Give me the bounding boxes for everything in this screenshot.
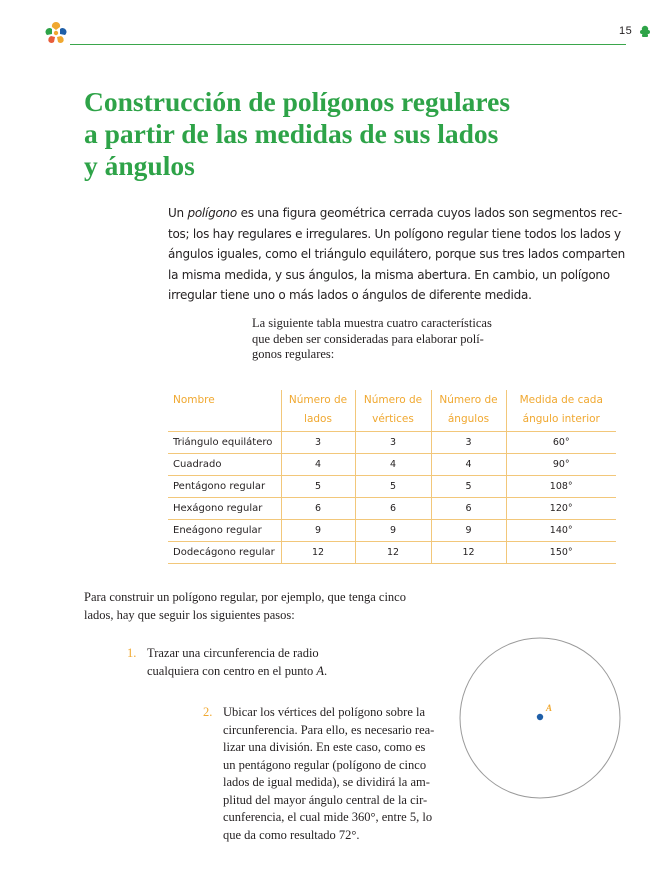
steps-intro-line: lados, hay que seguir los siguientes pasos: (84, 608, 295, 622)
header-line: ángulos (447, 413, 490, 425)
angles-cell: 9 (431, 520, 506, 542)
polygon-name-cell: Eneágono regular (168, 520, 281, 542)
table-row (168, 498, 616, 520)
step-number: 1. (127, 646, 137, 660)
intro-line: irregular tiene uno o más lados o ángulos de diferente medida. (168, 288, 532, 303)
step-line (147, 663, 327, 681)
sides-cell: 9 (281, 520, 355, 542)
header-interior-angle (506, 390, 616, 432)
polygon-name-cell: Triángulo equilátero (168, 432, 281, 454)
sides-cell: 6 (281, 498, 355, 520)
vertices-cell: 12 (355, 542, 431, 564)
page-number: 15 (619, 25, 633, 37)
angles-cell: 4 (431, 454, 506, 476)
header-line: lados (304, 413, 332, 425)
header-line: Número de (439, 394, 498, 406)
sides-cell: 12 (281, 542, 355, 564)
sides-cell: 5 (281, 476, 355, 498)
header-line: vértices (372, 413, 414, 425)
polygon-characteristics-table (168, 390, 616, 564)
header-angles (431, 390, 506, 432)
angles-cell: 5 (431, 476, 506, 498)
step-text-part: cualquiera con centro en el punto (147, 663, 317, 678)
steps-intro (84, 588, 434, 624)
step-line: Ubicar los vértices del polígono sobre la (223, 705, 426, 719)
step-line: que da como resultado 72°. (223, 827, 360, 842)
vertices-cell: 3 (355, 432, 431, 454)
table-intro (252, 316, 512, 363)
center-label: A (546, 703, 553, 713)
table-row (168, 542, 616, 564)
step-line: cunferencia, el cual mide 360°, entre 5, lo (223, 810, 433, 824)
polygon-name-cell: Dodecágono regular (168, 542, 281, 564)
title-line: a partir de las medidas de sus lados (84, 118, 499, 149)
table-row (168, 520, 616, 542)
step-line: circunferencia. Para ello, es necesario rea- (223, 722, 435, 737)
page-title (84, 86, 564, 182)
vertices-cell: 9 (355, 520, 431, 542)
geometric-flower-logo-icon (40, 18, 72, 53)
step-line: plitud del mayor ángulo central de la cir- (223, 792, 428, 807)
green-ornament-icon (638, 24, 652, 43)
header-rule (70, 44, 626, 45)
header-sides (281, 390, 355, 432)
step-line: Trazar una circunferencia de radio (147, 646, 319, 660)
step-text (147, 645, 327, 680)
intro-paragraph (168, 203, 626, 306)
interior-angle-cell: 90° (506, 454, 616, 476)
interior-angle-cell: 120° (506, 498, 616, 520)
step-line: lados de igual medida), se dividirá la am- (223, 775, 430, 789)
step-number: 2. (203, 705, 213, 719)
sides-cell: 4 (281, 454, 355, 476)
intro-text: es una figura geométrica cerrada cuyos lados son segmentos rec- (237, 206, 622, 220)
step-text-part: . (324, 663, 328, 678)
angles-cell: 3 (431, 432, 506, 454)
interior-angle-cell: 108° (506, 476, 616, 498)
angles-cell: 6 (431, 498, 506, 520)
table-intro-line: gonos regulares: (252, 347, 335, 361)
steps-intro-line: Para construir un polígono regular, por ejemplo, que tenga cinco (84, 590, 406, 604)
intro-text: Un (168, 206, 188, 220)
header-line: Número de (363, 394, 423, 406)
intro-line: ángulos iguales, como el triángulo equilátero, porque sus tres lados comparten (168, 247, 626, 262)
table-header-row (168, 390, 616, 432)
vertices-cell: 4 (355, 454, 431, 476)
header-line: Número de (288, 394, 348, 406)
header-vertices (355, 390, 431, 432)
table-row (168, 454, 616, 476)
circle-figure (455, 635, 625, 810)
header-line: Medida de cada (519, 394, 603, 406)
interior-angle-cell: 60° (506, 432, 616, 454)
interior-angle-cell: 150° (506, 542, 616, 564)
header-name (168, 390, 281, 432)
intro-line: tos; los hay regulares e irregulares. Un polígono regular tiene todos los lados y (168, 226, 621, 241)
center-point-a (537, 714, 543, 720)
title-line: Construcción de polígonos regulares (84, 86, 511, 117)
step-line: lizar una división. En este caso, como es (223, 740, 426, 754)
polygon-term: polígono (187, 206, 237, 220)
sides-cell: 3 (281, 432, 355, 454)
table-intro-line: que deben ser consideradas para elaborar polí- (252, 331, 484, 346)
table-row (168, 432, 616, 454)
intro-line (168, 203, 622, 224)
vertices-cell: 5 (355, 476, 431, 498)
table-intro-line: La siguiente tabla muestra cuatro características (252, 316, 492, 330)
table-row (168, 476, 616, 498)
polygon-name-cell: Pentágono regular (168, 476, 281, 498)
point-a-label: A (316, 663, 325, 678)
header-line: Nombre (173, 394, 215, 406)
angles-cell: 12 (431, 542, 506, 564)
step-text (223, 704, 434, 844)
step-line: un pentágono regular (polígono de cinco (223, 757, 427, 772)
vertices-cell: 6 (355, 498, 431, 520)
header-line: ángulo interior (522, 413, 600, 425)
interior-angle-cell: 140° (506, 520, 616, 542)
intro-line: la misma medida, y sus ángulos, la misma abertura. En cambio, un polígono (168, 267, 610, 282)
polygon-name-cell: Hexágono regular (168, 498, 281, 520)
polygon-name-cell: Cuadrado (168, 454, 281, 476)
title-line: y ángulos (84, 150, 195, 181)
